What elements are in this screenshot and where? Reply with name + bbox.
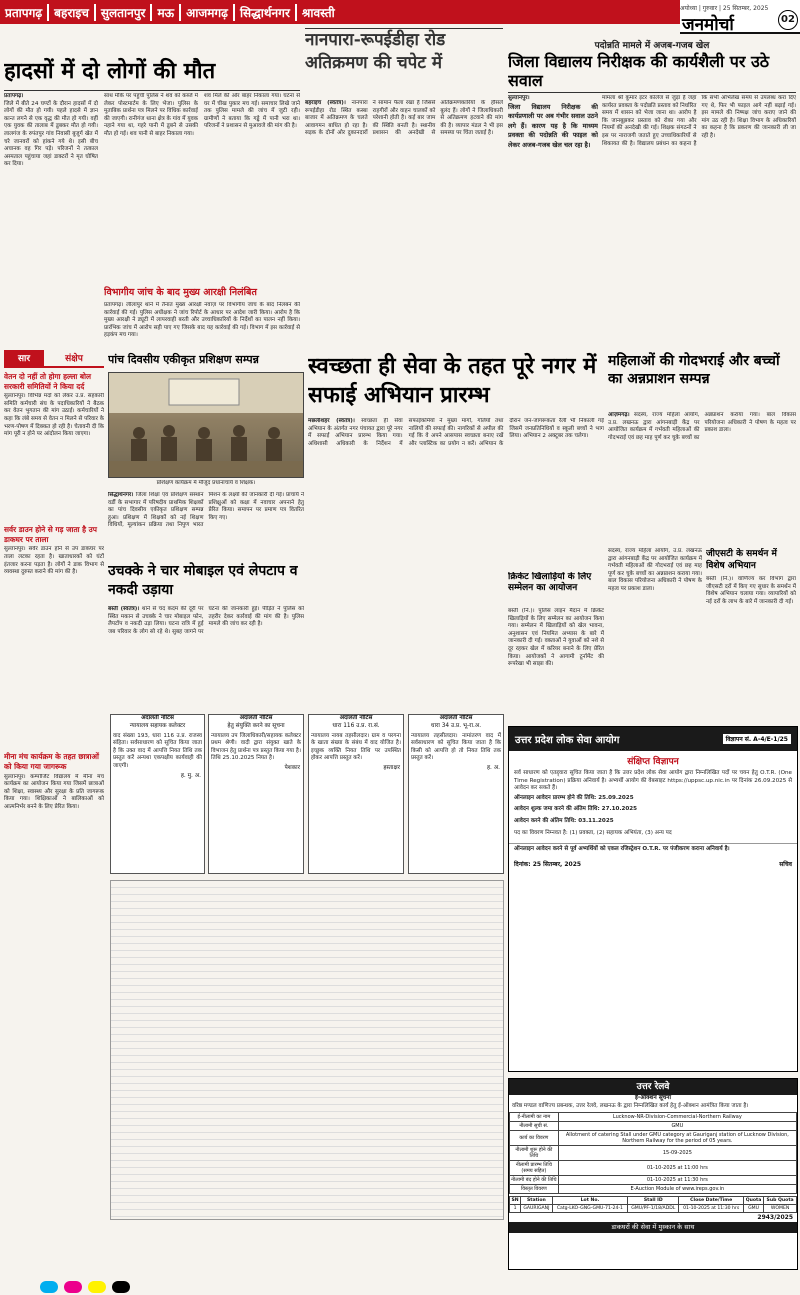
city-label: मऊ xyxy=(152,4,181,21)
vibhag-body: प्रतापगढ़। लीलापुर थाने में तैनात मुख्य आरक्षी नवाज़ पर विभागीय जांच के बाद निलंबन की कार्रवाई की गई। पुलिस अधीक्षक ने जांच रिपोर्ट के आधार पर आदेश जारी किया। आरोप है कि मुख्य आरक्षी ने ड्यूटी में लापरवाही बरती और उच्चाधिकारियों के निर्देशों का पालन नहीं किया। प्रारंभिक जांच में आरोप सही पाए गए जिसके बाद यह कार्रवाई की गई। विभाग में इस कार्रवाई से हड़कंप मच गया। xyxy=(104,302,300,339)
gst-headline: जीएसटी के समर्थन में विशेष अभियान xyxy=(706,549,777,571)
railway-body: वरिष्ठ मण्डल वाणिज्य प्रबन्धक, उत्तर रेलवे, लखनऊ के द्वारा निम्नलिखित कार्य हेतु ई-ऑक्शन आमंत्रित किया जाता है। xyxy=(512,1102,749,1109)
cell: Catg-LKO-GNG-GMU-71-24-1 xyxy=(552,1205,627,1213)
upsssc-header xyxy=(509,727,797,751)
notice-sub: धारा 34 उ.प्र. भू-रा.अ. xyxy=(430,722,482,729)
brief-header xyxy=(4,350,104,368)
railway-details xyxy=(509,1112,797,1194)
dio-body: मामला श्री कुमार इंटर कॉलेज से जुड़ा है जहां कार्यरत प्रवक्ता के पदोन्नति प्रस्ताव को निर्धारित समय में शासन को भेजा जाना था। आरोप है कि जानबूझकर प्रस्ताव को रोका गया और नियमों की अनदेखी की गई। शिक्षक संगठनों ने इस पर नाराजगी जताते हुए उच्चाधिकारियों से शिकायत की है। विद्यालय प्रबंधन का कहना है कि सभी अभिलेख समय से उपलब्ध करा दिए गए थे, फिर भी फाइल आगे नहीं बढ़ाई गई। इस मामले की निष्पक्ष जांच कराए जाने की मांग उठ रही है। शिक्षा विभाग के अधिकारियों का कहना है कि प्रकरण की जानकारी ली जा रही है। xyxy=(602,95,796,147)
upsssc-body: सर्व साधारण को एतद्द्वारा सूचित किया जाता है कि उत्तर प्रदेश लोक सेवा आयोग द्वारा निम्नलिखित पदों पर चयन हेतु O.T.R. (One Time Registration) प्रक्रिया अनिवार्य है। अभ्यर्थी आयोग की वेबसाइट https://uppsc.up.nic.in पर दिनांक 26.09.2025 से आवेदन कर सकते हैं। xyxy=(514,770,792,792)
nanpara-header xyxy=(305,28,503,100)
cell: 15-09-2025 xyxy=(558,1146,796,1161)
vibhag-headline: विभागीय जांच के बाद मुख्य आरक्षी निलंबित xyxy=(104,287,257,298)
col-header: Quota xyxy=(743,1197,763,1205)
page-number: 02 xyxy=(778,10,798,30)
masthead xyxy=(680,0,800,34)
theft-body xyxy=(108,606,304,706)
notice-title: अदालती नोटिस xyxy=(439,715,473,721)
cell: GMU xyxy=(743,1205,763,1213)
dio-lead: जिला विद्यालय निरीक्षक की कार्यप्रणाली पर अब गंभीर सवाल उठने लगे हैं। कारण यह है कि माध्यम प्रवक्ता की पदोन्नति की फाइल को लेकर अजब-गजब खेल चल रहा है। xyxy=(508,102,598,149)
cell: GAURIGANJ xyxy=(521,1205,553,1213)
divider xyxy=(4,90,300,91)
cell: विस्तृत विवरण xyxy=(510,1185,559,1194)
dateline: मछलीशहर (स्वतंत्र)। xyxy=(308,418,355,424)
railway-lot-table xyxy=(509,1196,797,1213)
railway-sub: ई-ऑक्शन सूचना xyxy=(634,1095,672,1101)
brief-headline: सर्वर डाउन होने से गड़ जाता है उप डाकघर पर ताला xyxy=(4,525,97,544)
upsssc-footer: ऑनलाइन आवेदन करने से पूर्व अभ्यर्थियों को एकल रजिस्ट्रेशन O.T.R. पर पंजीकरण कराना अनिवार्य है। xyxy=(509,843,797,856)
table-row xyxy=(510,1146,797,1161)
theft-text: थाने से चंद कदम की दूरी पर स्थित मकान से उचक्के ने चार मोबाइल फोन, लैपटॉप व नकदी उड़ा लिया। घटना रात्रि में हुई जब परिवार के लोग सो रहे थे। सुबह जागने पर घटना की जानकारी हुई। पीड़ित ने पुलिस को तहरीर देकर कार्रवाई की मांग की है। पुलिस मामले की जांच कर रही है। xyxy=(108,606,304,635)
upsssc-adno: विज्ञापन सं. A-4/E-1/25 xyxy=(723,734,791,744)
cell: ई-नीलामी का नाम xyxy=(510,1113,559,1122)
cell: GMU/PF-1/18/ADDL xyxy=(628,1205,679,1213)
notice-title: अदालती नोटिस xyxy=(239,715,273,721)
registration-mark xyxy=(64,1281,82,1293)
city-label: श्रावस्ती xyxy=(301,5,335,20)
brief-headline: वेतन दो नहीं तो होगा हल्ला बोल सरकारी समितियों ने किया दर्द xyxy=(4,372,92,391)
dateline: बस्ती (स्वतंत्र)। xyxy=(108,606,140,612)
notice-sub: धारा 116 उ.प्र. रा.सं. xyxy=(332,722,380,729)
anaprashan-text: सदस्य, राज्य महिला आयोग, उ.प्र. लखनऊ द्वारा आंगनबाड़ी केंद्र पर आयोजित कार्यक्रम में गर्भवती महिलाओं की गोदभराई एवं छह माह पूर्ण कर चुके बच्चों का अन्नप्राशन कराया गया। बाल विकास परियोजना अधिकारी ने पोषण के महत्व पर प्रकाश डाला। xyxy=(608,412,796,441)
cricket-body: बस्ती (नि.)। पुलिस लाइन मैदान में क्रिकेट खिलाड़ियों के लिए सम्मेलन का आयोजन किया गया। सम्मेलन में खिलाड़ियों को खेल भावना, अनुशासन एवं नियमित अभ्यास के बारे में जानकारी दी गई। वक्ताओं ने युवाओं को नशे से दूर रहकर खेल में करियर बनाने के लिए प्रेरित किया। आयोजकों ने आगामी टूर्नामेंट की रूपरेखा भी साझा की। xyxy=(508,608,604,668)
railway-advertisement xyxy=(508,1078,798,1270)
anaprashan-body xyxy=(608,412,796,542)
cell: 01-10-2025 at 11:30 hrs xyxy=(558,1176,796,1185)
training-body xyxy=(108,492,304,558)
railway-header: उत्तर रेलवे xyxy=(509,1079,797,1095)
notice-body: वाद संख्या 193, धारा 116 उ.प्र. राजस्व संहिता। सर्वसाधारण को सूचित किया जाता है कि उक्त वाद में आपत्ति नियत तिथि तक प्रस्तुत करें अन्यथा एकपक्षीय कार्यवाही की जाएगी। xyxy=(113,732,202,769)
training-photo xyxy=(108,372,304,478)
swachhta-headline: स्वच्छता ही सेवा के तहत पूरे नगर में सफाई अभियान प्रारम्भ xyxy=(308,353,597,408)
nanpara-text: नानपारा रूपईडीहा रोड स्थित कस्बा बाजार में अतिक्रमण के चलते आवागमन बाधित हो रहा है। सड़क के दोनों ओर दुकानदारों ने सामान फैला रखा है जिससे राहगीरों और वाहन चालकों को परेशानी होती है। कई बार जाम की स्थिति बनती है। स्थानीय प्रशासन की अनदेखी से अतिक्रमणकारियों के हौसले बुलंद हैं। लोगों ने जिलाधिकारी से अतिक्रमण हटवाने की मांग की है। व्यापार मंडल ने भी इस समस्या पर चिंता जताई है। xyxy=(305,100,503,137)
city-label: सिद्धार्थनगर xyxy=(235,4,297,21)
upsssc-point: आवेदन शुल्क जमा करने की अंतिम तिथि: 27.10.2025 xyxy=(514,806,638,813)
cell: 1 xyxy=(510,1205,521,1213)
table-row xyxy=(510,1131,797,1146)
brief-headline: मीना मंच कार्यक्रम के तहत छात्राओं को किया गया जागरूक xyxy=(4,752,99,771)
table-row xyxy=(510,1122,797,1131)
table-row xyxy=(510,1113,797,1122)
swachhta-body xyxy=(308,418,604,568)
registration-mark xyxy=(112,1281,130,1293)
upsssc-point: ऑनलाइन आवेदन प्रारम्भ होने की तिथि: 25.09.2025 xyxy=(514,794,634,801)
dio-kicker: पदोन्नति मामले में अजब-गजब खेल xyxy=(594,41,710,50)
cell: नीलामी बंद होने की तिथि xyxy=(511,1177,557,1184)
notice-body: न्यायालय उप जिलाधिकारी/सहायक कलेक्टर प्रथम श्रेणी। वादी द्वारा संयुक्त खाते के विभाजन हेतु प्रार्थना पत्र प्रस्तुत किया गया है। तिथि 25.10.2025 नियत है। xyxy=(211,732,301,762)
photo-caption: प्रशिक्षण कार्यक्रम में मौजूद प्रधानाचार्य व शिक्षक। xyxy=(156,480,256,486)
gst-body: बस्ती (नि.)। वाणिज्य कर विभाग द्वारा जीएसटी दरों में किए गए सुधार के समर्थन में विशेष अभियान चलाया गया। व्यापारियों को नई दरों के लाभ के बारे में जानकारी दी गई। xyxy=(706,576,796,605)
notice-sub: न्यायालय सहायक कलेक्टर xyxy=(129,722,186,729)
lead-body: जिले में बीते 24 घण्टों के दौरान हादसों में दो लोगों की मौत हो गयी। पहले हादसे में ज्ञान कान्त लगने से एक वृद्ध की मौत हो गयी। वहीं एक युवक की तालाब में डूबकर मौत हो गयी। लालगंज के रुपंतपुर गांव निवासी बुजुर्ग खेत में चरे जानवरों को हांकने गये थे। इसी बीच अचानक वह गिर पड़े। परिजनों ने तत्काल अस्पताल पहुंचाया जहां डाक्टरों ने मृत घोषित कर दिया। xyxy=(4,100,98,168)
col-header: Close Date/Time xyxy=(679,1197,743,1205)
registration-mark xyxy=(40,1281,58,1293)
cell: नीलामी सूची सं. xyxy=(510,1122,559,1131)
cell: WOMEN xyxy=(764,1205,797,1213)
classroom-illustration xyxy=(109,373,304,478)
brief-body: सुल्तानपुर। विभिन्न मदों को लेकर उ.प्र. सहकारी समिति कर्मचारी संघ के पदाधिकारियों ने बैठक कर वेतन भुगतान की मांग उठाई। कर्मचारियों ने कहा कि लंबे समय से वेतन न मिलने से परिवार के भरण-पोषण में दिक्कत हो रही है। चेतावनी दी कि मांग पूरी न होने पर आंदोलन किया जाएगा। xyxy=(4,393,104,438)
nanpara-body xyxy=(305,100,503,340)
upsssc-signoff xyxy=(509,856,797,872)
city-label: आजमगढ़ xyxy=(181,4,235,21)
court-notice xyxy=(408,714,504,874)
court-notice xyxy=(208,714,304,874)
notice-body: न्यायालय नायब तहसीलदार। ग्राम व परगना के खाता संख्या के संबंध में वाद योजित है। इच्छुक व्यक्ति नियत तिथि पर उपस्थित होकर आपत्ति प्रस्तुत करें। xyxy=(311,732,401,762)
brief-label: सार xyxy=(4,350,44,368)
court-notice xyxy=(110,714,205,874)
col-header: Sub Quota xyxy=(764,1197,797,1205)
cell: Lucknow-NR-Division-Commercial-Northern Railway xyxy=(558,1113,796,1122)
cell: 01-10-2025 at 11:00 hrs xyxy=(558,1161,796,1176)
swachhta-text: स्वच्छता ही सेवा अभियान के अंतर्गत नगर पंचायत द्वारा पूरे नगर में सफाई अभियान प्रारम्भ किया गया। अधिशासी अधिकारी के निर्देशन में सफाईकर्मियों ने मुख्य मार्गों, गलियों तथा नालियों की सफाई की। नागरिकों से अपील की गई कि वे अपने आसपास स्वच्छता बनाए रखें और प्लास्टिक का प्रयोग न करें। अभियान के दौरान जन-जागरूकता रैली भी निकाली गई जिसमें जनप्रतिनिधियों व स्कूली बच्चों ने भाग लिया। अभियान 2 अक्टूबर तक चलेगा। xyxy=(308,418,604,447)
table-header xyxy=(510,1197,797,1205)
dio-column xyxy=(508,95,598,343)
upsssc-point: आवेदन करने की अंतिम तिथि: 03.11.2025 xyxy=(514,817,614,824)
brief-body: सुल्तानपुर। सर्वर डाउन होने से उप डाकघर पर ताला लटका रहता है। खाताधारकों को घंटों इंतजार करना पड़ता है। लोगों ने डाक विभाग से व्यवस्था दुरुस्त कराने की मांग की है। xyxy=(4,546,104,576)
lead-body: शव मिले की ओर बाहर निकाला गया। घटना से घर में चीख पुकार मच गई। समाचार लिखे जाने तक पुलिस मामले की जांच में जुटी रही। ग्रामीणों ने बताया कि गड्ढे में पानी भरा था। परिजनों ने प्रशासन से मुआवजे की मांग की है। xyxy=(204,93,300,130)
dateline: आज़मगढ़। xyxy=(608,412,630,418)
lead-headline: हादसों में दो लोगों की मौत xyxy=(4,58,216,84)
table-row xyxy=(510,1185,797,1194)
notice-sign: ह. अ. xyxy=(486,764,500,771)
lead-body: साथ मौके पर पहुंची पुलिस ने शव को कब्जे में लेकर पोस्टमार्टम के लिए भेजा। पुलिस के मुताबिक प्रार्थना पत्र मिलने पर विधिक कार्रवाई की जाएगी। रानीगंज थाना क्षेत्र के गांव में युवक नहाने गया था, गहरे पानी में डूबने से उसकी मौत हो गई। शव पानी से बाहर निकाला गया। xyxy=(104,93,198,137)
cell: कार्य का विवरण xyxy=(510,1131,559,1146)
col-header: Stall ID xyxy=(628,1197,679,1205)
court-notice xyxy=(308,714,404,874)
col-header: Lot No. xyxy=(552,1197,627,1205)
dateline: सिद्धार्थनगर। xyxy=(108,492,134,498)
cell: Allotment of catering Stall under GMU category at Gauriganj station of Lucknow Division, Northern Railway for the period of 05 years. xyxy=(558,1131,796,1146)
dateline: प्रतापगढ़। xyxy=(4,93,24,99)
cell: E-Auction Module of www.ireps.gov.in xyxy=(558,1185,796,1194)
notice-sign: ह. मु. अ. xyxy=(180,772,201,779)
nanpara-headline: नानपारा-रूपईडीहा रोड xyxy=(305,30,446,50)
cell: GMU xyxy=(558,1122,796,1131)
training-headline: पांच दिवसीय एकीकृत प्रशिक्षण सम्पन्न xyxy=(108,353,259,366)
brief-label: संक्षेप xyxy=(44,350,104,368)
col-header: SN xyxy=(511,1198,519,1204)
cell: 01-10-2025 at 11:30 hrs xyxy=(679,1205,743,1213)
brief-column xyxy=(4,372,104,1272)
notice-sign: पेशकार xyxy=(284,764,300,771)
brief-body: सुल्तानपुर। कम्पोजिट विद्यालय में मीना मंच कार्यक्रम का आयोजन किया गया जिसमें छात्राओं को शिक्षा, स्वास्थ्य और सुरक्षा के प्रति जागरूक किया गया। शिक्षिकाओं ने बालिकाओं को आत्मनिर्भर बनने के लिए प्रेरित किया। xyxy=(4,773,104,810)
brand-logo: जनमोर्चा xyxy=(682,15,734,34)
lead-column xyxy=(4,93,98,343)
lead-column xyxy=(204,93,300,283)
anaprashan-headline: महिलाओं की गोदभराई और बच्चों का अन्नप्राशन सम्पन्न xyxy=(608,353,780,387)
upsssc-subtitle: संक्षिप्त विज्ञापन xyxy=(627,757,679,767)
city-label: बहराइच xyxy=(49,4,96,21)
ad-tag: 2943/2025 xyxy=(757,1214,793,1222)
anaprashan-body-cont: सदस्य, राज्य महिला आयोग, उ.प्र. लखनऊ द्वारा आंगनबाड़ी केंद्र पर आयोजित कार्यक्रम में गर्भवती महिलाओं की गोदभराई एवं छह माह पूर्ण कर चुके बच्चों का अन्नप्राशन कराया गया। बाल विकास परियोजना अधिकारी ने पोषण के महत्व पर प्रकाश डाला। xyxy=(608,548,702,592)
notice-title: अदालती नोटिस xyxy=(141,715,174,721)
notice-title: अदालती नोटिस xyxy=(339,715,373,721)
upsssc-title: उत्तर प्रदेश लोक सेवा आयोग xyxy=(515,735,620,746)
lead-column xyxy=(104,93,198,283)
col-header: Station xyxy=(521,1197,553,1205)
city-strip xyxy=(0,0,680,24)
dio-headline: जिला विद्यालय निरीक्षक की कार्यशैली पर उठे सवाल xyxy=(508,52,770,90)
cell: नीलामी प्रारम्भ तिथि (समय सहित) xyxy=(510,1161,559,1176)
classified-notices-area xyxy=(110,880,504,1220)
theft-headline: उचक्के ने चार मोबाइल एवं लेपटाप व नकदी उड़ाया xyxy=(108,563,298,598)
notice-body: न्यायालय तहसीलदार। नामांतरण वाद में सर्वसाधारण को सूचित किया जाता है कि किसी को आपत्ति हो तो नियत तिथि तक प्रस्तुत करें। xyxy=(411,732,501,762)
upsssc-sign: सचिव xyxy=(779,860,792,868)
dateline: अयोध्या | गुरुवार | 25 सितम्बर, 2025 xyxy=(680,5,769,12)
city-label: सुलतानपुर xyxy=(96,4,153,21)
registration-mark xyxy=(88,1281,106,1293)
training-text: जिला शिक्षा एवं प्रशिक्षण संस्थान वर्डी के सभागार में परिषदीय प्राथमिक शिक्षकों का पांच दिवसीय एकीकृत प्रशिक्षण सम्पन्न हुआ। प्रशिक्षण में शिक्षकों को नई शिक्षण विधियों, मूल्यांकन प्रक्रिया तथा निपुण भारत मिशन के लक्ष्यों की जानकारी दी गई। प्राचार्य ने प्रशिक्षुओं को कक्षा में नवाचार अपनाने हेतु प्रेरित किया। समापन पर प्रमाण पत्र वितरित किए गए। xyxy=(108,492,304,529)
upsssc-point: पद का विवरण निम्नवत है: (1) प्रवक्ता, (2) सहायक अभियंता, (3) अन्य पद xyxy=(514,829,672,836)
dateline: सुल्तानपुर। xyxy=(508,95,530,101)
cricket-headline: क्रिकेट खिलाड़ियों के लिए सम्मेलन का आयोजन xyxy=(508,572,592,593)
railway-footer: डाकघरों की सेवा में मुस्कान के साथ xyxy=(509,1222,797,1233)
city-label: प्रतापगढ़ xyxy=(0,4,49,21)
notice-sub: हेतु संयुक्ति करने का सूचना xyxy=(227,722,285,729)
table-row xyxy=(510,1176,797,1185)
table-row xyxy=(510,1161,797,1176)
table-row xyxy=(510,1205,797,1213)
nanpara-headline: अतिक्रमण की चपेट में xyxy=(305,53,442,73)
dateline: बहराइच (स्वतंत्र)। xyxy=(305,100,346,106)
divider xyxy=(508,92,796,93)
upsssc-date: दिनांक: 25 सितम्बर, 2025 xyxy=(514,860,582,868)
notice-sign: हस्ताक्षर xyxy=(383,764,400,771)
cell: नीलामी शुरू होने की तिथि xyxy=(510,1146,559,1161)
upsssc-advertisement xyxy=(508,726,798,1072)
